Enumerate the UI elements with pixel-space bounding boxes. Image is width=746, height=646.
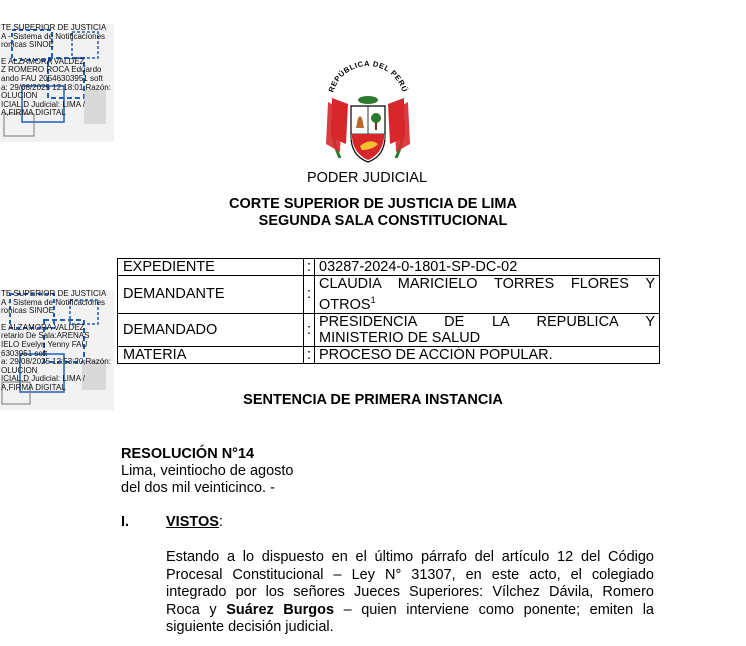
demandado-value — [315, 313, 660, 346]
section-colon: : — [218, 514, 223, 530]
stamp-line: E ALZAMORA VALDEZ — [1, 57, 85, 66]
stamp-line: A,FIRMA DIGITAL — [1, 383, 66, 392]
stamp-line: A,FIRMA DIGITAL — [1, 109, 66, 118]
stamp-line: ICIAL,D Judicial: LIMA / — [1, 375, 86, 384]
vistos-paragraph — [166, 549, 654, 637]
demandante-value-line1: CLAUDIA MARICIELO TORRES FLORES Y — [319, 276, 655, 292]
stamp-line: E ALZAMORA VALDEZ — [1, 323, 85, 332]
stamp-line: a: 29/08/2025 12:53:20,Razón: — [1, 358, 111, 367]
stamp-line: OLUCIÓN — [1, 366, 38, 375]
paragraph-line: siguiente decisión judicial. — [166, 619, 334, 635]
svg-text:REPÚBLICA DEL PERÚ — [326, 59, 409, 94]
resolution-date-line1: Lima, veintiocho de agosto — [121, 463, 294, 479]
demandado-label — [118, 313, 304, 346]
paragraph-text: Roca y — [166, 601, 227, 618]
stamp-line: OLUCIÓN — [1, 92, 38, 101]
chamber-name: SEGUNDA SALA CONSTITUCIONAL — [258, 213, 508, 229]
stamp-line: ronicas SINOE — [1, 307, 54, 316]
stamp-line: a: 29/08/2025 12:18:01,Razón: — [1, 83, 111, 92]
paragraph-line: Estando a lo dispuesto en el último párrafo del artículo 12 del Código — [166, 549, 654, 565]
expediente-value: 03287-2024-0-1801-SP-DC-02 — [315, 259, 660, 276]
institution-name: PODER JUDICIAL — [306, 170, 428, 186]
table-row — [118, 259, 660, 276]
emblem-arc-text: REPÚBLICA DEL PERÚ — [326, 58, 410, 94]
paragraph-line — [166, 602, 654, 620]
paragraph-text: – quien interviene como ponente; emiten la — [334, 601, 654, 618]
paragraph-line: integrado por los señores Jueces Superiores: Vílchez Dávila, Romero — [166, 584, 654, 600]
court-name: CORTE SUPERIOR DE JUSTICIA DE LIMA — [229, 196, 517, 212]
demandante-label-text: DEMANDANTE — [123, 286, 225, 303]
materia-label: MATERIA — [118, 346, 304, 363]
stamp-line: IELO Evelyn Yenny FAU — [1, 340, 88, 349]
stamp-line: ronicas SINOE — [1, 41, 54, 50]
section-number: I. — [121, 514, 130, 530]
section-title: VISTOS — [166, 514, 219, 530]
separator: : — [304, 276, 315, 314]
table-row — [118, 313, 660, 346]
demandado-value-line2: MINISTERIO DE SALUD — [319, 329, 481, 346]
digital-signature-stamp-1 — [0, 24, 114, 142]
stamp-line: 6303951 soft — [1, 349, 48, 358]
ponente-name: Suárez Burgos — [226, 601, 335, 618]
materia-value: PROCESO DE ACCIÓN POPULAR. — [315, 346, 660, 363]
stamp-line: ando FAU 20546303951 soft — [1, 74, 103, 83]
separator: : — [304, 346, 315, 363]
separator: : — [304, 259, 315, 276]
demandante-label — [118, 276, 304, 314]
table-row — [118, 276, 660, 314]
demandante-value — [315, 276, 660, 314]
stamp-line: A - Sistema de Notificaciones — [1, 298, 106, 307]
table-row — [118, 346, 660, 363]
stamp-line: TE SUPERIOR DE JUSTICIA — [1, 24, 107, 32]
stamp-line: retario De Sala:ARENAS — [1, 332, 90, 341]
resolution-number: RESOLUCIÓN N°14 — [121, 446, 255, 462]
stamp-line: ICIAL,D Judicial: LIMA / — [1, 100, 86, 109]
demandante-value-line2: OTROS — [319, 296, 371, 313]
stamp-line: Z ROMERO ROCA Eduardo — [1, 66, 102, 75]
stamp-line: TE SUPERIOR DE JUSTICIA — [1, 290, 107, 298]
coat-of-arms-emblem — [318, 58, 418, 170]
section-heading — [166, 514, 223, 530]
paragraph-line: Procesal Constitucional – Ley N° 31307, en este acto, el colegiado — [166, 566, 654, 583]
separator: : — [304, 313, 315, 346]
expediente-label: EXPEDIENTE — [118, 259, 304, 276]
demandado-value-line1: PRESIDENCIA DE LA REPUBLICA Y — [319, 313, 655, 330]
resolution-date-line2: del dos mil veinticinco. - — [121, 480, 275, 496]
stamp-line: A - Sistema de Notificaciones — [1, 32, 106, 41]
document-title: SENTENCIA DE PRIMERA INSTANCIA — [243, 392, 503, 408]
case-info-table — [117, 258, 660, 364]
footnote-marker: 1 — [370, 295, 376, 305]
demandado-label-text: DEMANDADO — [123, 321, 218, 338]
